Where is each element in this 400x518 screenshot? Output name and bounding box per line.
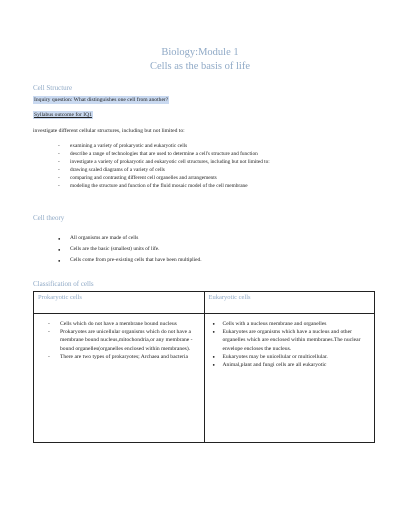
prokaryotic-list [38,320,200,361]
list-item: - drawing scaled diagrams of a variety of cells [58,167,270,175]
page-title: Biology:Module 1 [161,47,239,58]
list-item: - comparing and contrasting different cell organelles and arrangements [58,175,270,183]
prokaryotic-cell [34,314,205,443]
list-item: - modeling the structure and function of the fluid mosaic model of the cell membrane [58,183,270,191]
list-item: - examining a variety of prokaryotic and eukaryotic cells [58,143,270,151]
list-item: ● All organisms are made of cells [58,233,202,244]
syllabus-outcome [33,111,93,119]
cell-structure-heading: Cell Structure [33,84,73,92]
eukaryotic-list [209,320,371,369]
cell-structure-intro: investigate different cellular structures, including but not limited to: [33,128,185,134]
list-item: ● Eukaryotes are organisms which have a nucleus and other organelles which are enclosed within membranes.The nuclear envelope encloses the nucleus. [209,328,371,353]
page-subtitle: Cells as the basis of life [149,61,251,72]
column-header-prokaryotic: Prokaryotic cells [34,292,205,314]
list-item: ● Cells are the basic (smallest) units of life. [58,244,202,255]
inquiry-question: Inquiry question: What distinguishes one cell from another? [34,97,169,103]
cell-structure-list [58,143,270,190]
list-item: ● Cells come from pre-existing cells that have been multiplied. [58,255,202,266]
list-item: - investigate a variety of prokaryotic and eukaryotic cell structures, including but not limited to: [58,159,270,167]
syllabus-outcome-text: Syllabus outcome for IQ1 [34,112,92,118]
table-row [34,314,375,443]
list-item: - There are two types of prokaryotes; Archaea and bacteria [38,353,200,361]
list-item: ● Animal,plant and fungi cells are all eukaryotic [209,361,371,369]
classification-heading: Classification of cells [33,280,94,288]
classification-table [33,291,375,443]
cell-theory-heading: Cell theory [33,214,65,222]
column-header-eukaryotic: Eukaryotic cells [204,292,375,314]
eukaryotic-cell [204,314,375,443]
list-item: ● Cells with a nucleus membrane and organelles [209,320,371,328]
list-item: - Cells which do not have a membrane bound nucleus [38,320,200,328]
list-item: - describe a range of technologies that are used to determine a cell's structure and function [58,151,270,159]
cell-theory-list [58,233,202,266]
list-item: - Prokaryotes are unicellular organisms which do not have a membrane bound nucleus,mitochondria,or any membrane -bound organelles(organelles enclosed within membranes). [38,328,200,353]
list-item: ● Eukaryotes may be unicellular or multicellular. [209,353,371,361]
